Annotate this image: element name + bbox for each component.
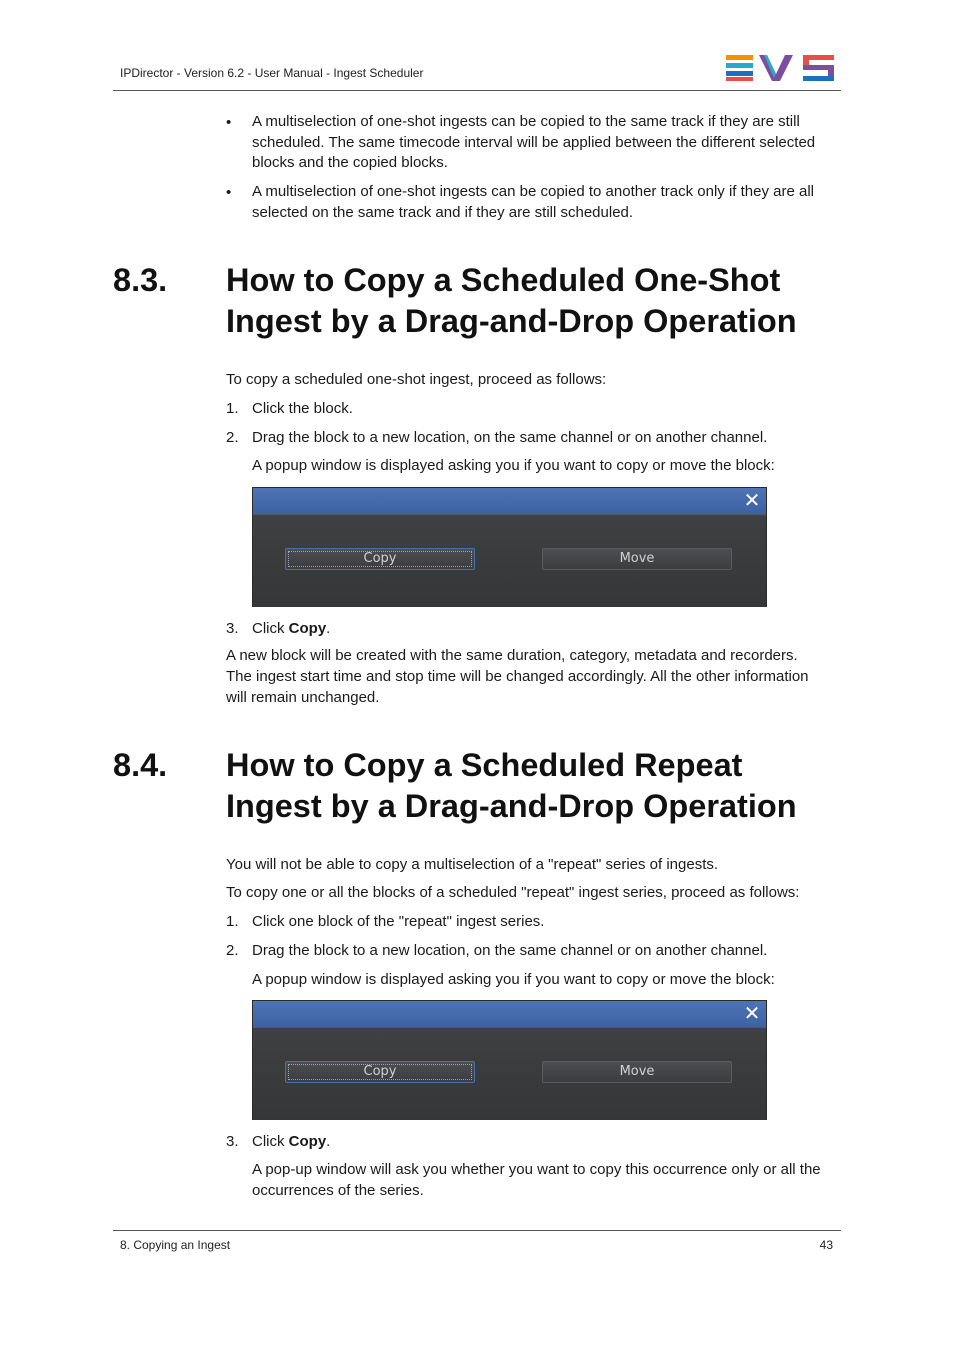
copy-move-dialog [252, 487, 767, 607]
footer-chapter: 8. Copying an Ingest [120, 1238, 231, 1252]
page-number: 43 [819, 1238, 833, 1252]
step-number: 1. [226, 400, 239, 417]
result-text-line-1: A new block will be created with the same duration, category, metadata and recorders. [226, 647, 798, 664]
copy-move-dialog [252, 1000, 767, 1120]
evs-logo [726, 54, 834, 81]
step-number: 3. [226, 1133, 239, 1150]
bullet-text-2: A multiselection of one-shot ingests can be copied to another track only if they are all selected on the same track and if they are still scheduled. [252, 183, 814, 221]
copy-button[interactable] [285, 1061, 475, 1083]
step-text [252, 619, 330, 640]
dialog-titlebar [253, 488, 766, 515]
step-text-bold: Copy [288, 620, 327, 637]
header-divider [113, 90, 841, 91]
bullet-symbol: • [226, 114, 232, 131]
intro-text: To copy a scheduled one-shot ingest, proceed as follows: [226, 371, 607, 388]
header-title: IPDirector - Version 6.2 - User Manual - Ingest Scheduler [120, 66, 424, 80]
step-text-bold: Copy [288, 1133, 327, 1150]
result-text-line-3: will remain unchanged. [226, 689, 380, 706]
step-text [252, 1132, 330, 1153]
close-icon[interactable]: ✕ [743, 490, 761, 512]
step-text-prefix: Click [252, 1133, 289, 1150]
intro-text: To copy one or all the blocks of a scheduled "repeat" ingest series, proceed as follows: [226, 884, 800, 901]
step-text-suffix: . [326, 620, 331, 637]
move-button[interactable] [542, 1061, 732, 1083]
section-heading-line-1: How to Copy a Scheduled One-Shot [226, 262, 781, 298]
move-button-label: Move [619, 551, 655, 566]
result-text-line-2: occurrences of the series. [252, 1182, 424, 1199]
focus-ring [288, 551, 472, 567]
step-number: 2. [226, 942, 239, 959]
move-button[interactable] [542, 548, 732, 570]
section-heading [226, 260, 841, 342]
result-text-line-2: The ingest start time and stop time will be changed accordingly. All the other information [226, 668, 809, 685]
bullet-text-1: A multiselection of one-shot ingests can be copied to the same track if they are still scheduled. The same timecode interval will be applied between the different selected blocks and the copied blocks. [252, 113, 816, 171]
step-text: Click one block of the "repeat" ingest series. [252, 913, 545, 930]
step-text: Click the block. [252, 400, 353, 417]
focus-ring [288, 1064, 472, 1080]
section-heading [226, 745, 841, 827]
note-text: You will not be able to copy a multiselection of a "repeat" series of ingests. [226, 856, 719, 873]
dialog-titlebar [253, 1001, 766, 1028]
step-text-prefix: Click [252, 620, 289, 637]
section-number: 8.4. [113, 747, 168, 783]
move-button-label: Move [619, 1064, 655, 1079]
copy-button[interactable] [285, 548, 475, 570]
bullet-symbol: • [226, 184, 232, 201]
footer-divider [113, 1230, 841, 1231]
step-number: 3. [226, 620, 239, 637]
section-heading-line-2: Ingest by a Drag-and-Drop Operation [226, 303, 797, 339]
copy-button-label: Copy [363, 551, 397, 566]
step-note: A popup window is displayed asking you if you want to copy or move the block: [252, 457, 775, 474]
step-text: Drag the block to a new location, on the same channel or on another channel. [252, 429, 768, 446]
step-note: A popup window is displayed asking you if you want to copy or move the block: [252, 971, 775, 988]
section-heading-line-1: How to Copy a Scheduled Repeat [226, 747, 743, 783]
copy-button-label: Copy [363, 1064, 397, 1079]
step-text-suffix: . [326, 1133, 331, 1150]
step-number: 1. [226, 913, 239, 930]
step-number: 2. [226, 429, 239, 446]
result-text-line-1: A pop-up window will ask you whether you want to copy this occurrence only or all the [252, 1161, 821, 1178]
section-number: 8.3. [113, 262, 168, 298]
close-icon[interactable]: ✕ [743, 1003, 761, 1025]
section-heading-line-2: Ingest by a Drag-and-Drop Operation [226, 788, 797, 824]
step-text: Drag the block to a new location, on the same channel or on another channel. [252, 942, 768, 959]
